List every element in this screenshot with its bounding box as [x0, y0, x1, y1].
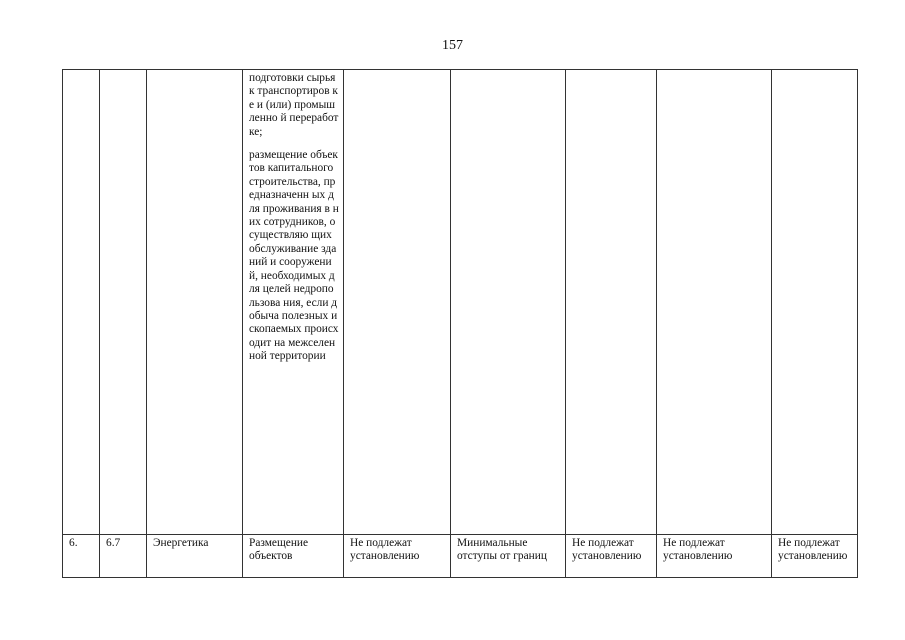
parameter-cell: Не подлежат установлению [772, 535, 858, 578]
description-cell [243, 70, 344, 535]
table-row [63, 70, 858, 535]
use-name-cell: Энергетика [147, 535, 243, 578]
table-row [63, 535, 858, 578]
description-paragraph: подготовки сырья к транспортиров ке и (или) промышленно й переработке; [249, 72, 339, 138]
table-cell [566, 70, 657, 535]
description-cell: Размещение объектов [243, 535, 344, 578]
parameter-cell: Не подлежат установлению [657, 535, 772, 578]
table-cell [772, 70, 858, 535]
parameter-cell: Минимальные отступы от границ [451, 535, 566, 578]
row-number-cell: 6. [63, 535, 100, 578]
table-cell [63, 70, 100, 535]
parameter-cell: Не подлежат установлению [566, 535, 657, 578]
zoning-table [62, 69, 858, 578]
table-cell [344, 70, 451, 535]
table-cell [657, 70, 772, 535]
description-paragraph: размещение объектов капитального строительства, предназначенн ых для проживания в них сотрудников, осуществляю щих обслуживание зданий и сооружений, необходимых для целей недропользова ния, если добыча полезных ископаемых происходит на межселенной территории [249, 149, 339, 363]
page-number: 157 [442, 38, 463, 53]
table-cell [100, 70, 147, 535]
table-cell [147, 70, 243, 535]
table-cell [451, 70, 566, 535]
code-cell: 6.7 [100, 535, 147, 578]
parameter-cell: Не подлежат установлению [344, 535, 451, 578]
